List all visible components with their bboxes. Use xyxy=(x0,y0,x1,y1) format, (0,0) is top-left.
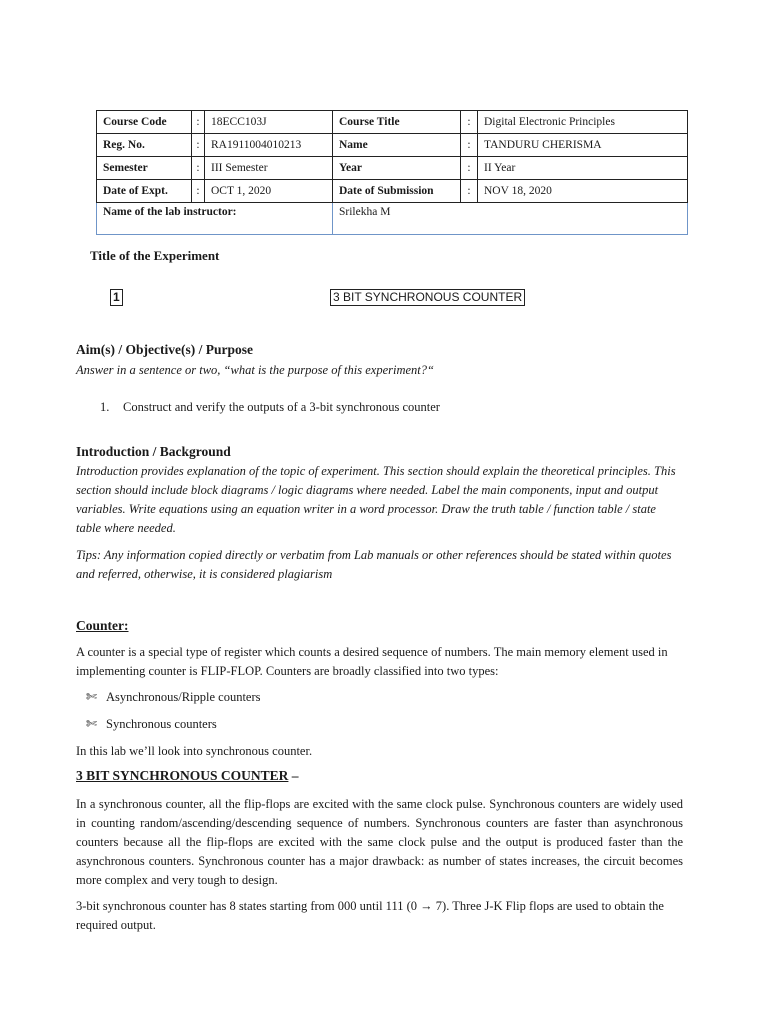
experiment-number: 1 xyxy=(110,289,123,306)
reg-no-value: RA1911004010213 xyxy=(205,134,333,157)
aim-list-item xyxy=(100,398,440,417)
colon: : xyxy=(461,134,478,157)
colon: : xyxy=(461,180,478,203)
semester-label: Semester xyxy=(97,157,192,180)
instructor-label: Name of the lab instructor: xyxy=(97,203,333,235)
bullet-text: Asynchronous/Ripple counters xyxy=(106,690,261,704)
colon: : xyxy=(192,180,205,203)
experiment-title-heading: Title of the Experiment xyxy=(90,248,220,263)
aim-heading: Aim(s) / Objective(s) / Purpose xyxy=(76,342,253,357)
list-item xyxy=(86,688,261,707)
sync-paragraph-1: In a synchronous counter, all the flip-flops are excited with the same clock pulse. Synchronous counters are widely used in counting random/ascending/descending sequence of numbers. Synchronous counters are faster than asynchronous counters because all the flip-flops are excited with the same clock pulse and the output is produced faster than the asynchronous counters. Synchronous counter has a major drawback: as number of states increases, the circuit becomes more complex and very tough to design. xyxy=(76,797,683,887)
name-label: Name xyxy=(333,134,461,157)
year-label: Year xyxy=(333,157,461,180)
colon: : xyxy=(192,111,205,134)
sync-paragraph-2: 3-bit synchronous counter has 8 states starting from 000 until 111 (0 → 7). Three J-K Flip flops are used to obtain the required output. xyxy=(76,899,664,932)
intro-text: Introduction provides explanation of the topic of experiment. This section should explain the theoretical principles. This section should include block diagrams / logic diagrams where needed. Label the main components, input and output variables. Write equations using an equation writer in a word processor. Draw the truth table / function table / state table where needed. xyxy=(76,464,676,535)
table-row xyxy=(97,203,688,235)
reg-no-label: Reg. No. xyxy=(97,134,192,157)
counter-paragraph: A counter is a special type of register which counts a desired sequence of numbers. The main memory element used in implementing counter is FLIP-FLOP. Counters are broadly classified into two types: xyxy=(76,645,668,678)
counter-heading: Counter: xyxy=(76,618,129,633)
aim-item-number: 1. xyxy=(100,400,110,414)
tips-text: Tips: Any information copied directly or verbatim from Lab manuals or other references should be stated within quotes and referred, otherwise, it is considered plagiarism xyxy=(76,548,672,581)
semester-value: III Semester xyxy=(205,157,333,180)
bullet-text: Synchronous counters xyxy=(106,717,217,731)
table-row xyxy=(97,180,688,203)
colon: : xyxy=(192,134,205,157)
colon: : xyxy=(461,157,478,180)
date-of-submission-value: NOV 18, 2020 xyxy=(478,180,688,203)
sync-counter-heading-text: 3 BIT SYNCHRONOUS COUNTER xyxy=(76,768,289,783)
counter-closing: In this lab we’ll look into synchronous counter. xyxy=(76,744,313,758)
list-item xyxy=(86,715,217,734)
scissors-x-bullet-icon: ✄ xyxy=(86,690,97,705)
scissors-x-bullet-icon: ✄ xyxy=(86,717,97,732)
instructor-value: Srilekha M xyxy=(333,203,688,235)
name-value: TANDURU CHERISMA xyxy=(478,134,688,157)
colon: : xyxy=(461,111,478,134)
aim-item-text: Construct and verify the outputs of a 3-bit synchronous counter xyxy=(123,400,440,414)
course-code-value: 18ECC103J xyxy=(205,111,333,134)
date-of-expt-label: Date of Expt. xyxy=(97,180,192,203)
course-title-value: Digital Electronic Principles xyxy=(478,111,688,134)
date-of-expt-value: OCT 1, 2020 xyxy=(205,180,333,203)
colon: : xyxy=(192,157,205,180)
table-row xyxy=(97,157,688,180)
date-of-submission-label: Date of Submission xyxy=(333,180,461,203)
sync-counter-heading xyxy=(76,768,299,784)
year-value: II Year xyxy=(478,157,688,180)
experiment-title: 3 BIT SYNCHRONOUS COUNTER xyxy=(330,289,525,306)
table-row xyxy=(97,111,688,134)
course-code-label: Course Code xyxy=(97,111,192,134)
aim-subtitle: Answer in a sentence or two, “what is the purpose of this experiment?“ xyxy=(76,363,434,377)
course-title-label: Course Title xyxy=(333,111,461,134)
sync-counter-heading-dash: – xyxy=(288,768,299,783)
course-info-table xyxy=(96,110,688,235)
table-row xyxy=(97,134,688,157)
intro-heading: Introduction / Background xyxy=(76,444,231,459)
